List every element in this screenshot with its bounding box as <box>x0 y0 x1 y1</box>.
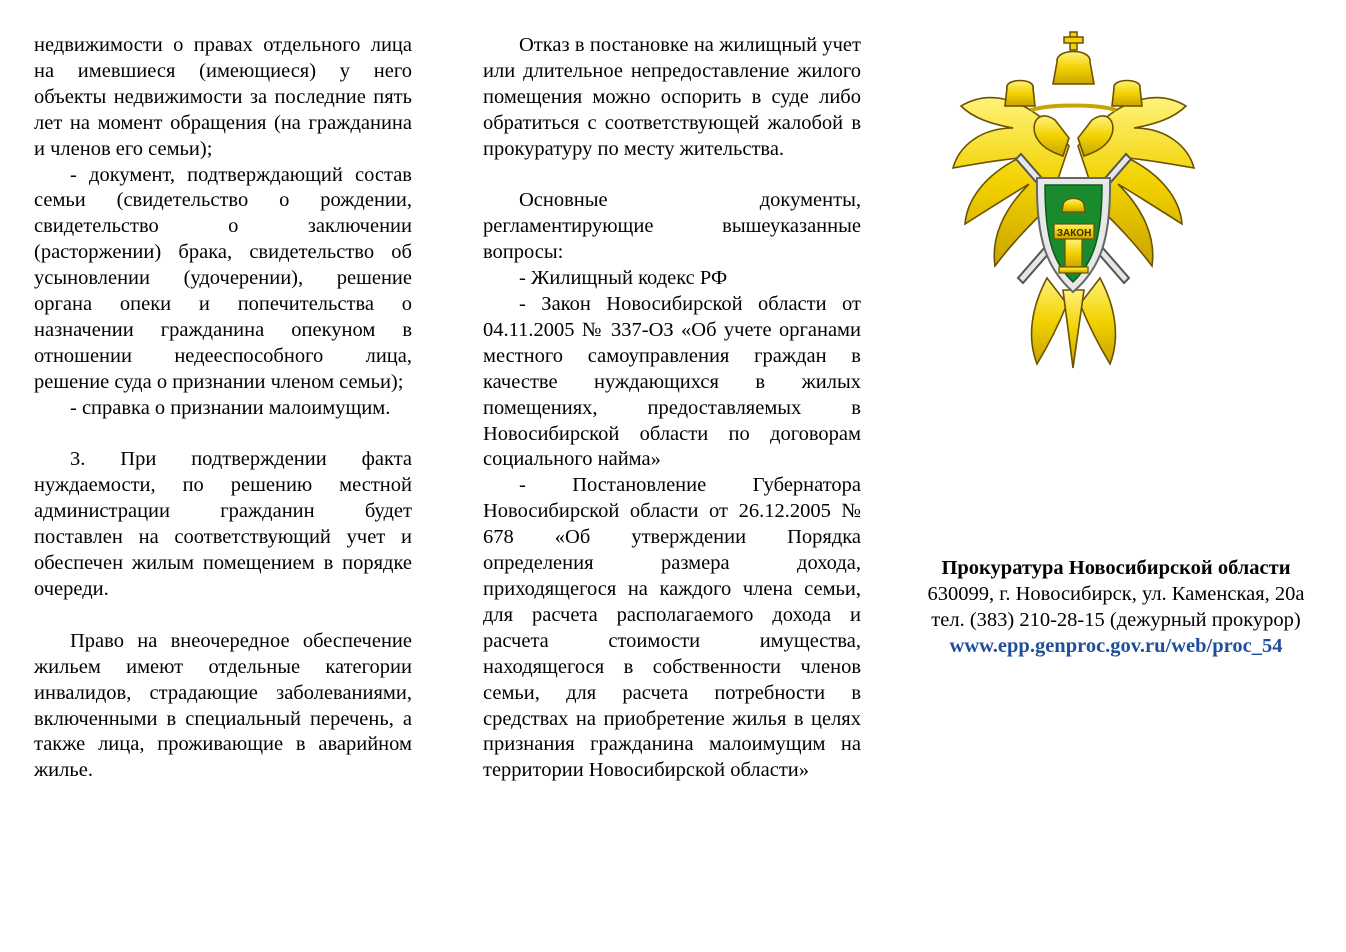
org-phone: тел. (383) 210-28-15 (дежурный прокурор) <box>931 608 1301 631</box>
paragraph-need-confirmation: 3. При подтверждении факта нуждаемости, по решению местной администрации гражданин будет поставлен на соответствующий учет и обеспечен жилым помещением в порядке очереди. <box>34 448 412 601</box>
org-name: Прокуратура Новосибирской области <box>941 557 1291 579</box>
left-column <box>34 33 412 784</box>
paragraph-family-document: - документ, подтверждающий состав семьи (свидетельство о рождении, свидетельство о заключении (расторжении) брака, свидетельство об усыновлении (удочерении), решение органа опеки и попечительства о назначении гражданина опекуном в отношении недееспособного лица, решение суда о признании членом семьи); <box>34 163 412 393</box>
contacts-block <box>896 556 1336 660</box>
paragraph-priority-housing: Право на внеочередное обеспечение жильем имеют отдельные категории инвалидов, страдающие заболеваниями, включенными в специальный перечень, а также лица, проживающие в аварийном жилье. <box>34 629 412 782</box>
website-link[interactable]: www.epp.genproc.gov.ru/web/proc_54 <box>949 634 1283 657</box>
paragraph-low-income-certificate: - справка о признании малоимущим. <box>70 396 391 419</box>
paragraph-main-documents: Основные документы, регламентирующие вышеуказанные вопросы: <box>483 189 861 264</box>
paragraph-governor-resolution: - Постановление Губернатора Новосибирской области от 26.12.2005 № 678 «Об утверждении Порядка определения размера дохода, приходящегося на каждого члена семьи, для расчета располагаемого дохода и расчета стоимости имущества, находящегося в собственности членов семьи, для расчета потребности в средствах на приобретение жилья в целях признания гражданина малоимущим на территории Новосибирской области» <box>483 474 861 782</box>
shield-law-label: ЗАКОН <box>1056 228 1092 239</box>
paragraph-housing-code: - Жилищный кодекс РФ <box>519 267 728 290</box>
paragraph-refusal-appeal: Отказ в постановке на жилищный учет или длительное непредоставление жилого помещения можно оспорить в суде либо обратиться с соответствующей жалобой в прокуратуру по месту жительства. <box>483 34 861 160</box>
prosecutor-emblem-icon <box>951 28 1196 394</box>
middle-column <box>483 33 861 784</box>
paragraph-property-info: недвижимости о правах отдельного лица на имевшиеся (имеющиеся) у него объекты недвижимости за последние пять лет на момент обращения (на гражданина и членов его семьи); <box>34 34 412 160</box>
paragraph-regional-law: - Закон Новосибирской области от 04.11.2005 № 337-ОЗ «Об учете органами местного самоуправления граждан в качестве нуждающихся в жилых помещениях, предоставляемых в Новосибирской области по договорам социального найма» <box>483 293 861 471</box>
org-address: 630099, г. Новосибирск, ул. Каменская, 20а <box>927 582 1305 605</box>
